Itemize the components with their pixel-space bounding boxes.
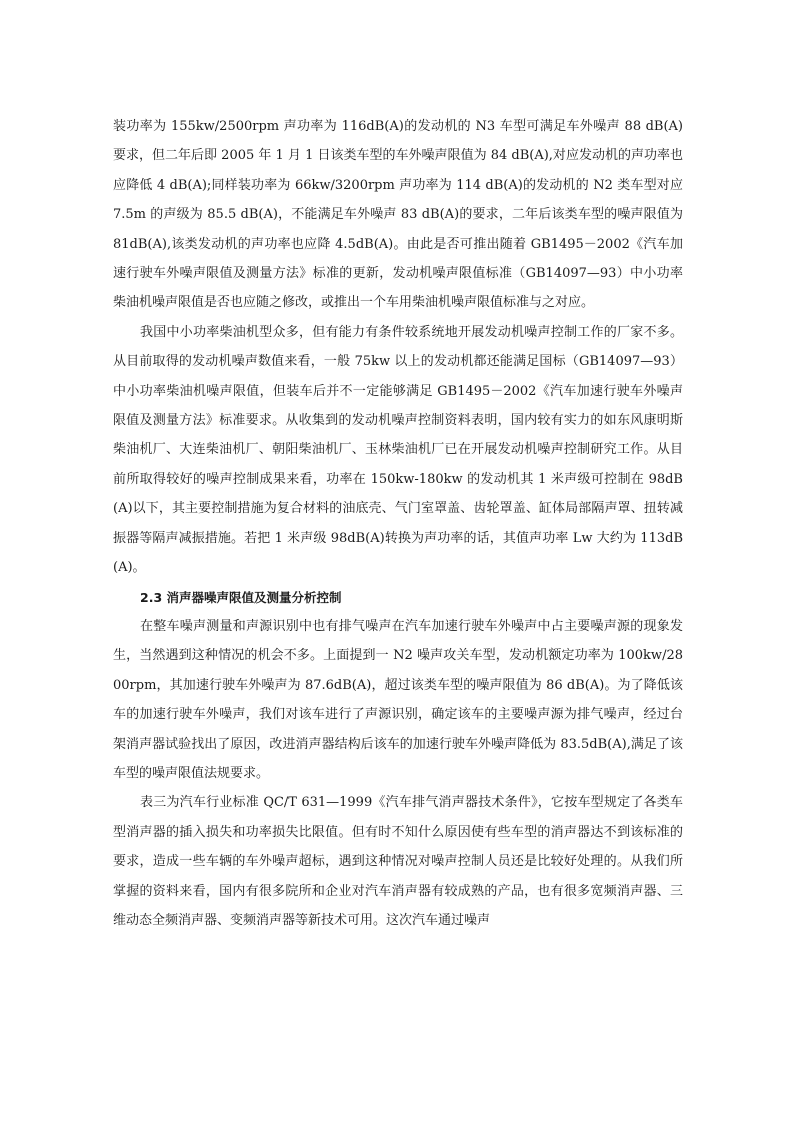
paragraph-exhaust-noise-case: 在整车噪声测量和声源识别中也有排气噪声在汽车加速行驶车外噪声中占主要噪声源的现象发生，当然遇到这种情况的机会不多。上面提到一 N2 噪声攻关车型，发动机额定功率为 100kw/2800rpm，其加速行驶车外噪声为 87.6dB(A)，超过该类车型的噪声限值为 86 dB(A)。为了降低该车的加速行驶车外噪声，我们对该车进行了声源识别，确定该车的主要噪声源为排气噪声，经过台架消声器试验找出了原因，改进消声器结构后该车的加速行驶车外噪声降低为 83.5dB(A),满足了该车型的噪声限值法规要求。: [113, 618, 683, 781]
paragraph-engine-power-limits: 装功率为 155kw/2500rpm 声功率为 116dB(A)的发动机的 N3 车型可满足车外噪声 88 dB(A)要求，但二年后即 2005 年 1 月 1 日该类车型的车外噪声限值为 84 dB(A),对应发动机的声功率也应降低 4 dB(A);同样装功率为 66kw/3200rpm 声功率为 114 dB(A)的发动机的 N2 类车型对应 7.5m 的声级为 85.5 dB(A)，不能满足车外噪声 83 dB(A)的要求，二年后该类车型的噪声限值为 81dB(A),该类发动机的声功率也应降 4.5dB(A)。由此是否可推出随着 GB1495－2002《汽车加速行驶车外噪声限值及测量方法》标准的更新，发动机噪声限值标准（GB14097—93）中小功率柴油机噪声限值是否也应随之修改，或推出一个车用柴油机噪声限值标准与之对应。: [113, 119, 683, 311]
section-heading-muffler: 2.3 消声器噪声限值及测量分析控制: [140, 589, 342, 605]
paragraph-muffler-standard: 表三为汽车行业标准 QC/T 631—1999《汽车排气消声器技术条件》，它按车型规定了各类车型消声器的插入损失和功率损失比限值。但有时不知什么原因使有些车型的消声器达不到该标准的要求，造成一些车辆的车外噪声超标，遇到这种情况对噪声控制人员还是比较好处理的。从我们所掌握的资料来看，国内有很多院所和企业对汽车消声器有较成熟的产品，也有很多宽频消声器、三维动态全频消声器、变频消声器等新技术可用。这次汽车通过噪声: [113, 795, 683, 928]
document-page: [113, 112, 683, 935]
paragraph-domestic-diesel-manufacturers: 我国中小功率柴油机型众多，但有能力有条件较系统地开展发动机噪声控制工作的厂家不多。从目前取得的发动机噪声数值来看，一般 75kw 以上的发动机都还能满足国标（GB14097—93）中小功率柴油机噪声限值，但装车后并不一定能够满足 GB1495－2002《汽车加速行驶车外噪声限值及测量方法》标准要求。从收集到的发动机噪声控制资料表明，国内较有实力的如东风康明斯柴油机厂、大连柴油机厂、朝阳柴油机厂、玉林柴油机厂已在开展发动机噪声控制研究工作。从目前所取得较好的噪声控制成果来看，功率在 150kw-180kw 的发动机其 1 米声级可控制在 98dB(A)以下，其主要控制措施为复合材料的油底壳、气门室罩盖、齿轮罩盖、缸体局部隔声罩、扭转减振器等隔声减振措施。若把 1 米声级 98dB(A)转换为声功率的话，其值声功率 Lw 大约为 113dB(A)。: [113, 324, 683, 576]
